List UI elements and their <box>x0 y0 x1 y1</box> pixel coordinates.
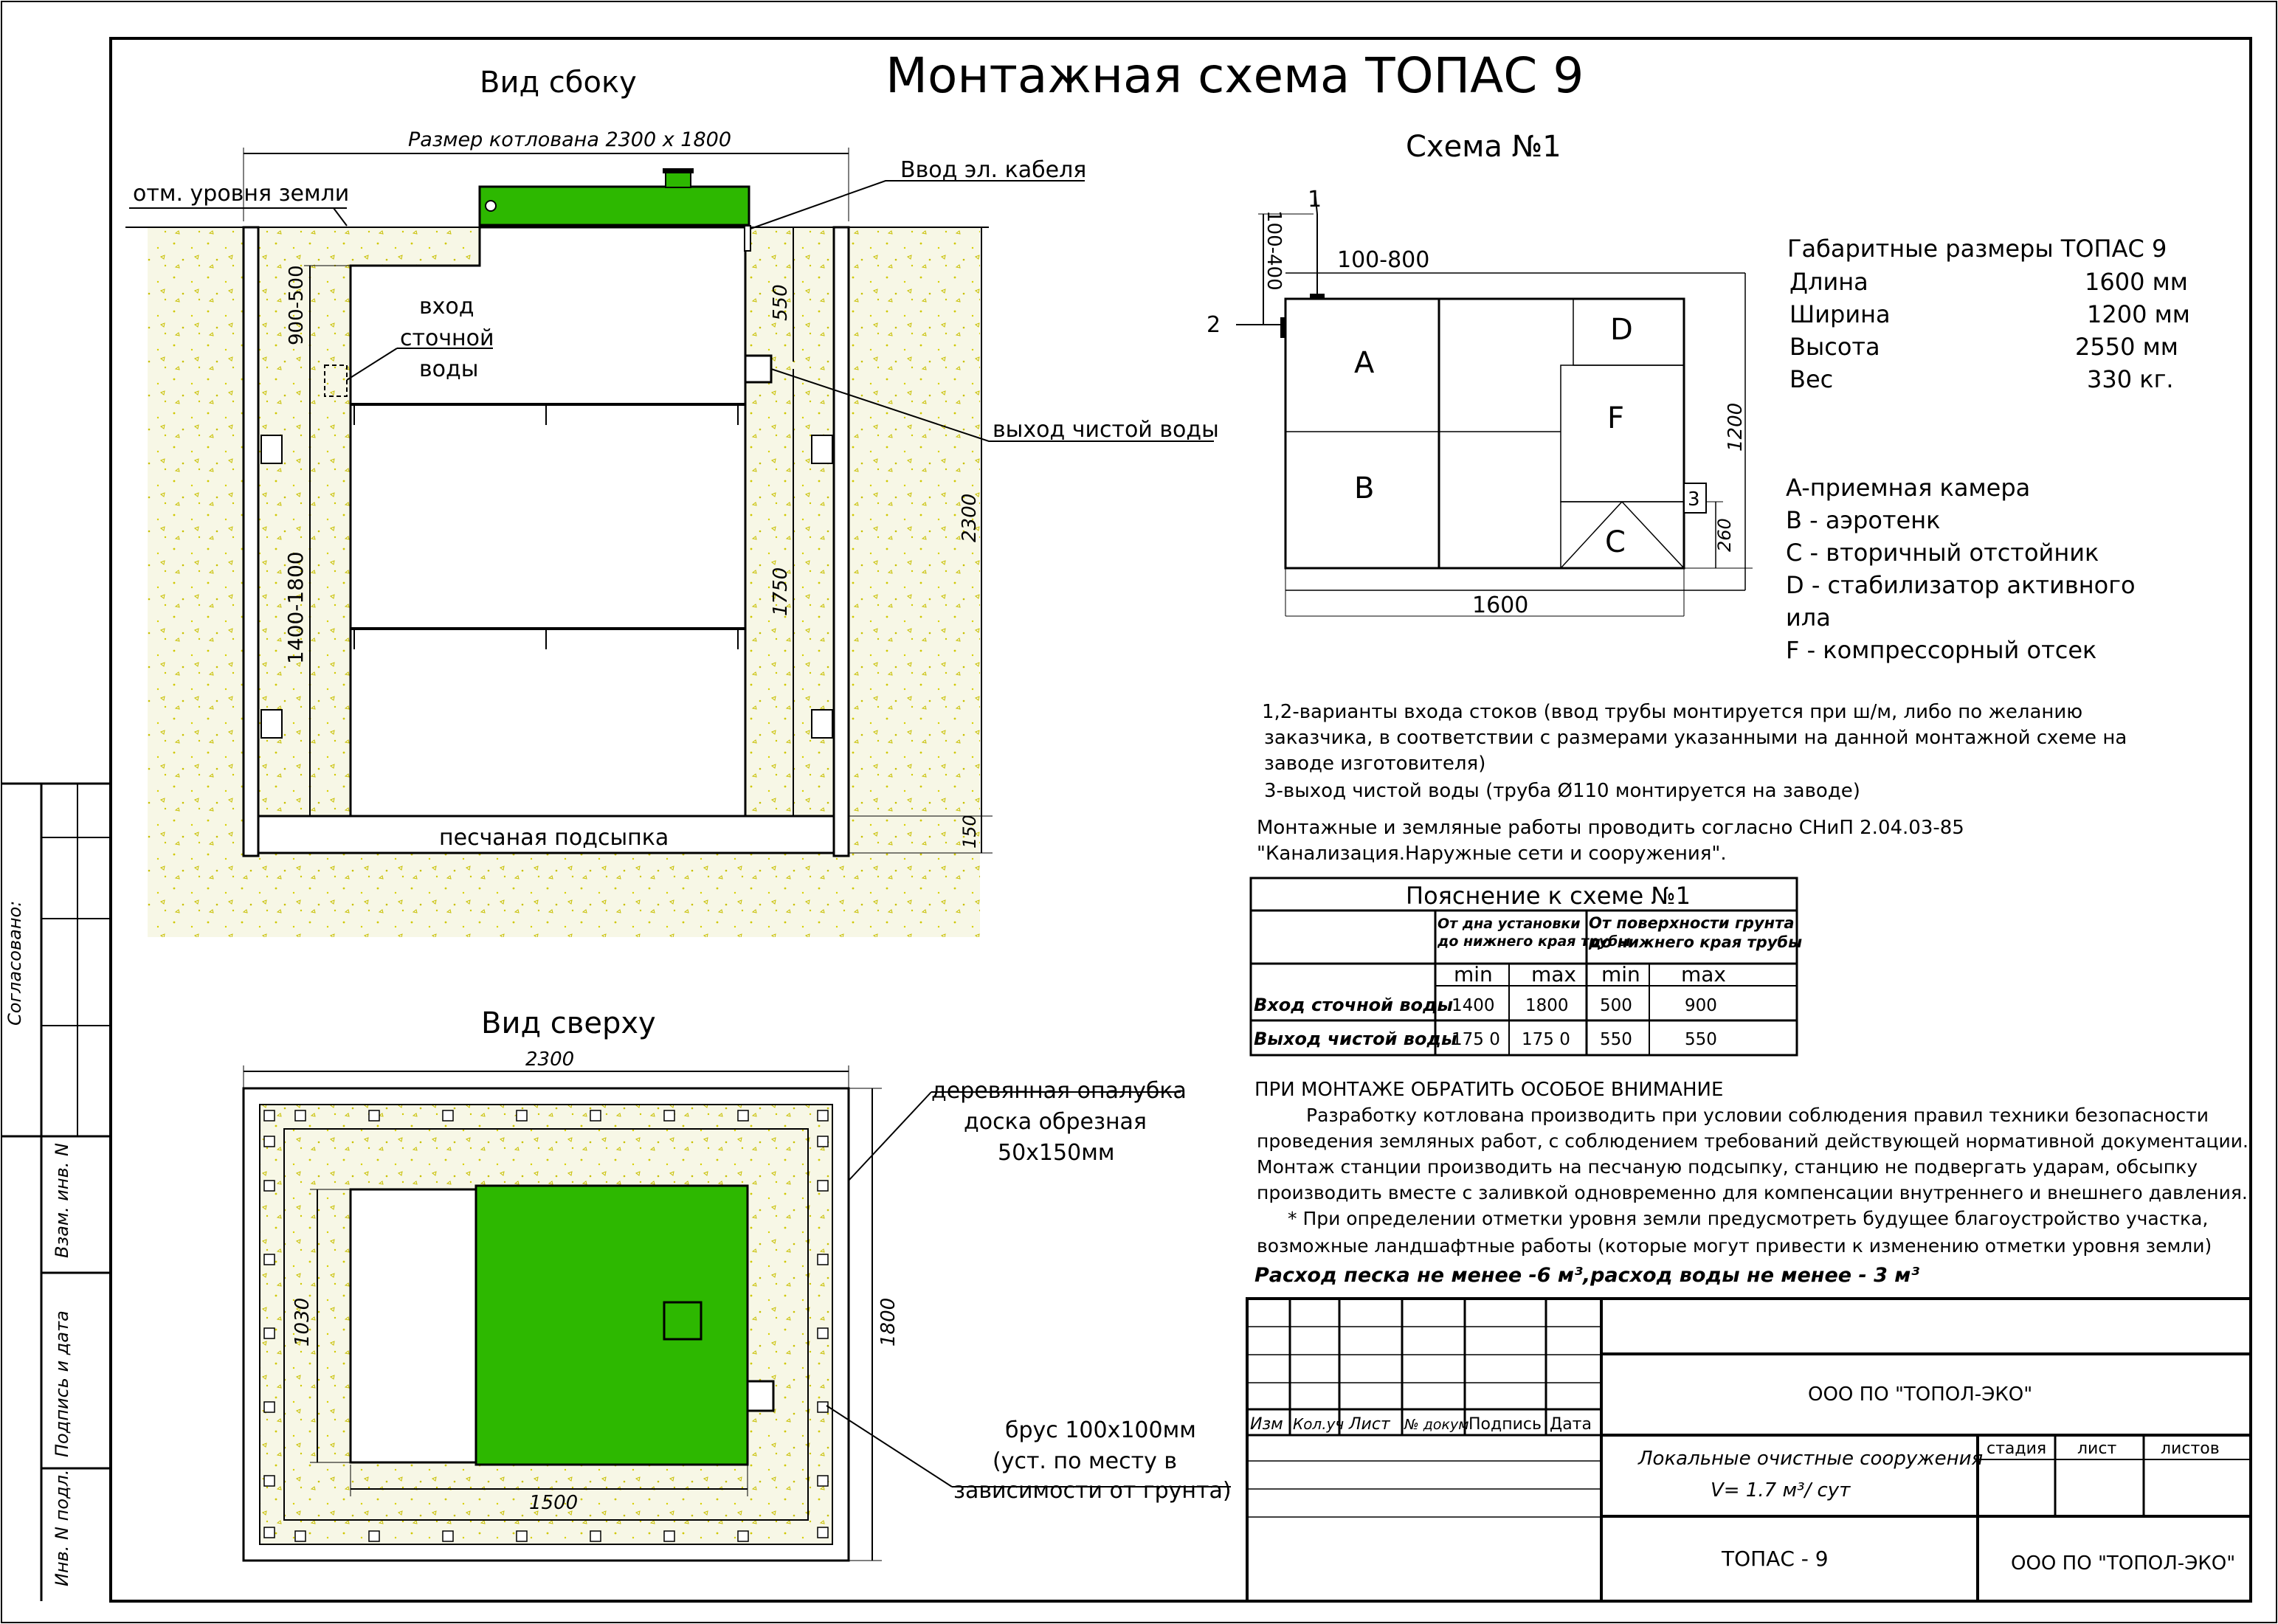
tb-description-2: V= 1.7 м³/ сут <box>1711 1479 1851 1502</box>
chamber-f: F <box>1607 401 1625 435</box>
marker-1: 1 <box>1308 187 1322 212</box>
table-group2-line2: до нижнего края трубы <box>1589 933 1803 951</box>
tb-col-sign: Подпись <box>1468 1415 1542 1434</box>
dim-900-500: 900-500 <box>286 265 308 345</box>
cable-inlet-label: Ввод эл. кабеля <box>900 157 1087 183</box>
attention-block <box>1254 1079 2248 1287</box>
attention-line-3: производить вместе с заливкой одновременно для компенсации внутреннего и внешнего давления. <box>1257 1182 2248 1203</box>
top-dim-1500: 1500 <box>529 1492 579 1514</box>
table-row-1-v3: 550 <box>1685 1030 1717 1049</box>
beam-label-2: (уст. по месту в <box>993 1448 1178 1474</box>
page-title: Монтажная схема ТОПАС 9 <box>886 47 1584 104</box>
tb-col-koluch: Кол.уч <box>1293 1415 1345 1433</box>
table-title: Пояснение к схеме №1 <box>1406 882 1691 910</box>
table-row-0-v3: 900 <box>1685 996 1717 1015</box>
legend-item-1: B - аэротенк <box>1786 506 1941 534</box>
table-min-1: min <box>1454 962 1493 987</box>
dims-heading: Габаритные размеры ТОПАС 9 <box>1787 235 2167 263</box>
stamp-inv-orig: Инв. N подл. <box>52 1469 72 1586</box>
tb-company2: ООО ПО "ТОПОЛ-ЭКО" <box>2011 1552 2236 1575</box>
note-2: заводе изготовителя) <box>1264 753 1486 775</box>
dim-550: 550 <box>770 284 792 321</box>
table-group1-line1: От дна установки <box>1437 916 1581 932</box>
note-5: "Канализация.Наружные сети и сооружения". <box>1257 843 1727 865</box>
dim-260: 260 <box>1714 518 1735 552</box>
chamber-b: B <box>1354 471 1375 505</box>
tb-col-list: Лист <box>1349 1415 1390 1434</box>
notes <box>1257 701 2127 865</box>
legend-item-4: ила <box>1786 604 1831 632</box>
tb-col-date: Дата <box>1550 1415 1592 1434</box>
side-stamp <box>1 784 111 1601</box>
overall-dimensions <box>1787 235 2190 393</box>
explanation-table <box>1251 878 1802 1055</box>
table-max-2: max <box>1681 962 1727 987</box>
attention-line-4: * При определении отметки уровня земли предусмотреть будущее благоустройство участка, <box>1288 1208 2209 1229</box>
dim-100-400: 100-400 <box>1263 210 1285 291</box>
marker-2: 2 <box>1207 312 1221 338</box>
marker-3: 3 <box>1688 488 1700 511</box>
beam-label-3: зависимости от грунта) <box>953 1478 1232 1504</box>
dim-1750: 1750 <box>770 567 792 616</box>
title-block <box>1247 1299 2251 1601</box>
dims-row-3-value: 330 кг. <box>2087 365 2174 393</box>
table-row-0-v1: 1800 <box>1525 996 1569 1015</box>
dim-2300: 2300 <box>959 493 981 542</box>
legend-item-3: D - стабилизатор активного <box>1786 571 2136 599</box>
legend <box>1786 474 2136 664</box>
attention-line-2: Монтаж станции производить на песчаную подсыпку, станцию не подвергать ударам, обсыпку <box>1257 1156 2198 1178</box>
tb-stage: стадия <box>1987 1440 2047 1458</box>
attention-line-5: возможные ландшафтные работы (которые могут привести к изменению отметки уровня земли) <box>1257 1235 2212 1257</box>
ground-level-label: отм. уровня земли <box>133 181 350 207</box>
scheme-heading: Схема №1 <box>1406 130 1561 164</box>
tank-body <box>351 227 745 816</box>
dims-row-1-value: 1200 мм <box>2087 300 2190 328</box>
stamp-sign-date: Подпись и дата <box>52 1310 72 1457</box>
attention-bold-line: Расход песка не менее -6 м³,расход воды не менее - 3 м³ <box>1254 1264 1920 1287</box>
dims-row-0-label: Длина <box>1789 268 1868 296</box>
top-view-heading: Вид сверху <box>481 1006 656 1040</box>
legend-item-5: F - компрессорный отсек <box>1786 636 2097 664</box>
note-1: заказчика, в соответствии с размерами указанными на данной монтажной схеме на <box>1264 727 2127 749</box>
dims-row-0-value: 1600 мм <box>2085 268 2188 296</box>
chamber-d: D <box>1610 313 1633 347</box>
clean-water-outlet-pipe <box>745 356 771 382</box>
tb-company: ООО ПО "ТОПОЛ-ЭКО" <box>1808 1383 2033 1406</box>
tb-description-1: Локальные очистные сооружения <box>1638 1448 1984 1470</box>
tank-plan-lid <box>476 1186 748 1465</box>
table-row-1-v0: 175 0 <box>1452 1030 1500 1049</box>
dims-row-2-label: Высота <box>1789 333 1880 361</box>
dim-100-800: 100-800 <box>1337 247 1430 273</box>
attention-heading: ПРИ МОНТАЖЕ ОБРАТИТЬ ОСОБОЕ ВНИМАНИЕ <box>1254 1079 1724 1101</box>
dim-1400-1800: 1400-1800 <box>283 551 308 664</box>
attention-line-1: проведения земляных работ, с соблюдением требований действующей нормативной документации. <box>1257 1130 2248 1152</box>
legend-item-0: A-приемная камера <box>1786 474 2031 502</box>
tb-col-izm: Изм <box>1250 1415 1283 1434</box>
chamber-a: A <box>1354 346 1375 380</box>
wastewater-label-2: сточной <box>400 325 494 351</box>
side-view-heading: Вид сбоку <box>480 66 637 100</box>
note-0: 1,2-варианты входа стоков (ввод трубы монтируется при ш/м, либо по желанию <box>1262 701 2083 723</box>
dims-row-2-value: 2550 мм <box>2075 333 2178 361</box>
sand-bed-label: песчаная подсыпка <box>439 825 669 851</box>
table-row-1-v2: 550 <box>1600 1030 1632 1049</box>
table-row-0-v0: 1400 <box>1452 996 1495 1015</box>
dim-1200: 1200 <box>1725 402 1747 452</box>
wastewater-label-1: вход <box>419 294 474 319</box>
clean-water-label: выход чистой воды <box>993 417 1219 443</box>
top-view <box>244 1006 1232 1561</box>
formwork-label-3: 50х150мм <box>998 1140 1115 1166</box>
stamp-replace-inv: Взам. инв. N <box>52 1143 72 1258</box>
dim-150: 150 <box>959 815 980 849</box>
tank-lid <box>480 187 749 225</box>
side-view <box>125 66 1219 937</box>
table-group2-line1: От поверхности грунта <box>1589 914 1795 932</box>
formwork-label-2: доска обрезная <box>964 1109 1147 1135</box>
table-max-1: max <box>1531 962 1577 987</box>
top-dim-2300: 2300 <box>525 1048 575 1071</box>
note-3: 3-выход чистой воды (труба Ø110 монтируется на заводе) <box>1264 780 1860 802</box>
dims-row-1-label: Ширина <box>1789 300 1891 328</box>
wastewater-label-3: воды <box>419 356 479 382</box>
table-row-0-v2: 500 <box>1600 996 1632 1015</box>
pit-size-label: Размер котлована 2300 х 1800 <box>408 128 732 151</box>
beam-label-1: брус 100х100мм <box>1005 1417 1196 1443</box>
stamp-agreed: Согласовано: <box>4 900 25 1026</box>
table-min-2: min <box>1601 962 1640 987</box>
table-row-1-label: Выход чистой воды <box>1254 1029 1457 1049</box>
tb-sheet: лист <box>2077 1440 2117 1458</box>
tb-sheets: листов <box>2161 1440 2220 1458</box>
formwork-label-1: деревянная опалубка <box>931 1078 1187 1104</box>
chamber-c: C <box>1605 525 1626 559</box>
table-row-0-label: Вход сточной воды <box>1254 995 1454 1015</box>
scheme-1 <box>1207 130 1753 618</box>
top-dim-1030: 1030 <box>291 1297 314 1347</box>
tb-product: ТОПАС - 9 <box>1722 1547 1829 1571</box>
tb-col-ndoc: № докум <box>1404 1417 1469 1433</box>
table-row-1-v1: 175 0 <box>1522 1030 1570 1049</box>
dim-1600: 1600 <box>1472 592 1529 618</box>
legend-item-2: C - вторичный отстойник <box>1786 539 2099 567</box>
top-dim-1800: 1800 <box>877 1297 900 1347</box>
table-group1-line2: до нижнего края трубы <box>1437 933 1631 950</box>
dims-row-3-label: Вес <box>1789 365 1834 393</box>
note-4: Монтажные и земляные работы проводить согласно СНиП 2.04.03-85 <box>1257 817 1964 839</box>
attention-line-0: Разработку котлована производить при условии соблюдения правил техники безопасности <box>1306 1105 2209 1126</box>
